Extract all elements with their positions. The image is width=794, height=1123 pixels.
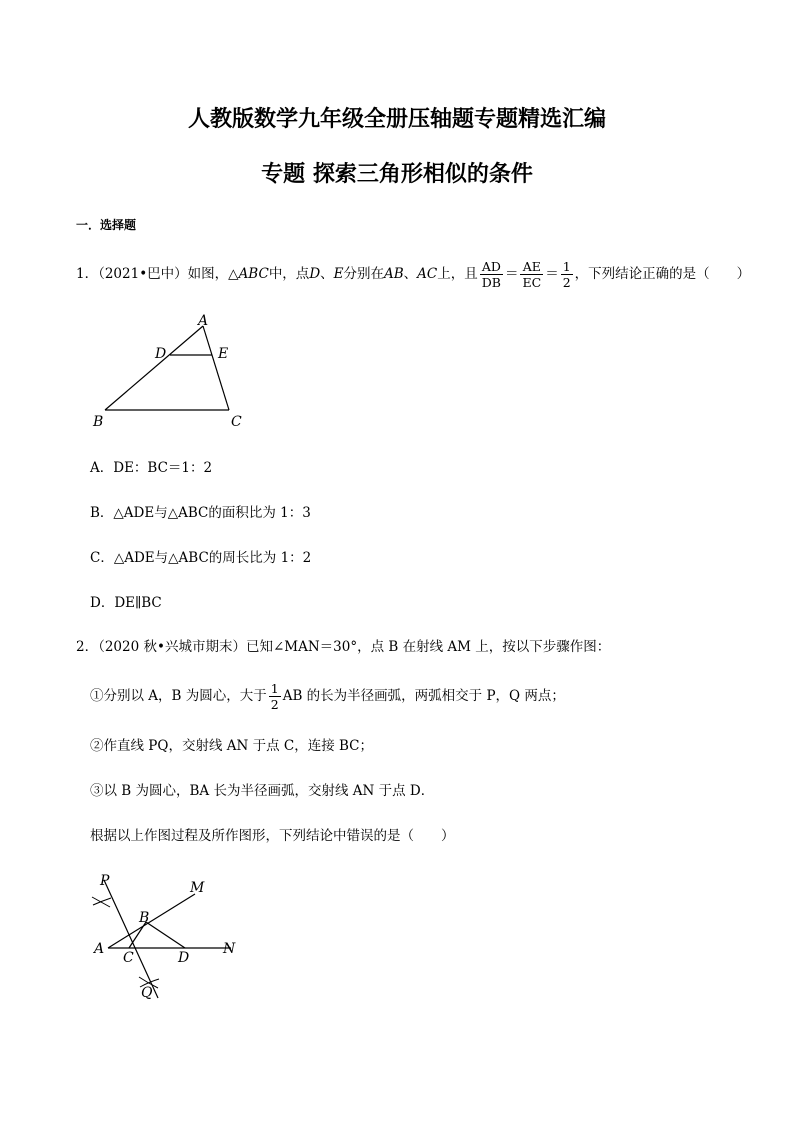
fraction-ae-ec <box>520 259 543 290</box>
ray-am <box>108 894 195 948</box>
label-p: P <box>100 873 110 889</box>
page-subtitle: 专题 探索三角形相似的条件 <box>261 162 533 187</box>
equals-sign: ＝ <box>504 266 519 282</box>
option-text: △ADE与△ABC的周长比为 1：2 <box>113 550 312 566</box>
option-letter: A． <box>90 460 114 476</box>
segment-ac <box>203 326 229 410</box>
stem-text: 、 <box>320 266 334 282</box>
math-var: D <box>309 266 321 282</box>
math-var: AC <box>417 266 438 282</box>
step-3: ③以 B 为圆心，BA 长为半径画弧，交射线 AN 于点 D． <box>90 783 435 799</box>
fraction-numerator: 1 <box>270 681 279 696</box>
stem-text: ，下列结论正确的是（ ） <box>574 266 751 282</box>
option-d[interactable] <box>90 591 162 611</box>
question-number: 2． <box>76 639 99 655</box>
triangle-figure-q1 <box>85 306 255 434</box>
question-source: （2021•巴中） <box>98 266 188 282</box>
segment-bd <box>146 922 185 948</box>
step-text: ①分别以 A，B 为圆心，大于 <box>90 688 267 704</box>
math-var: ABC <box>238 266 269 282</box>
fraction-numerator: 1 <box>562 259 571 274</box>
option-letter: B． <box>90 505 114 521</box>
question-2-prompt: 根据以上作图过程及所作图形，下列结论中错误的是（ ） <box>90 828 455 844</box>
label-c: C <box>123 950 134 966</box>
stem-text: 上，且 <box>437 266 478 282</box>
option-text: DE∥BC <box>114 595 162 611</box>
step-text: AB 的长为半径画弧，两弧相交于 P，Q 两点； <box>282 688 565 704</box>
stem-text: 中，点 <box>268 266 310 282</box>
label-m: M <box>190 880 205 896</box>
option-letter: C． <box>90 550 114 566</box>
label-b: B <box>139 910 150 926</box>
fraction-denominator: EC <box>522 275 542 290</box>
section-heading: 一．选择题 <box>76 218 137 232</box>
math-var: E <box>333 266 344 282</box>
label-a: A <box>94 941 105 957</box>
option-text: DE：BC＝1：2 <box>113 460 213 476</box>
question-1-stem <box>76 259 750 290</box>
option-c[interactable] <box>90 546 311 566</box>
step-1 <box>90 681 565 712</box>
page-title: 人教版数学九年级全册压轴题专题精选汇编 <box>187 107 606 132</box>
label-d: D <box>178 950 190 966</box>
stem-text: 已知∠MAN＝30°，点 B 在射线 AM 上，按以下步骤作图： <box>245 639 611 655</box>
stem-text: 如图，△ <box>187 266 239 282</box>
equals-sign: ＝ <box>545 266 559 282</box>
fraction-denominator: DB <box>481 275 501 290</box>
fraction-numerator: AE <box>520 259 543 275</box>
label-e: E <box>218 346 229 362</box>
question-source: （2020 秋•兴城市期末） <box>98 639 246 655</box>
fraction-one-half <box>561 259 573 290</box>
option-a[interactable] <box>90 456 212 476</box>
construction-figure-q2 <box>88 870 248 1005</box>
question-number: 1． <box>76 266 99 282</box>
fraction-denominator: 2 <box>562 275 571 290</box>
fraction-ad-db <box>480 259 503 290</box>
segment-ab <box>105 326 203 410</box>
math-var: AB <box>384 266 404 282</box>
line-pq <box>104 880 158 998</box>
label-d: D <box>155 346 167 362</box>
question-2-stem <box>76 637 610 657</box>
label-b: B <box>93 414 104 430</box>
fraction-numerator: AD <box>480 259 503 275</box>
option-b[interactable] <box>90 501 311 521</box>
label-n: N <box>223 941 236 957</box>
fraction-one-half <box>269 681 281 712</box>
option-text: △ADE与△ABC的面积比为 1：3 <box>113 505 311 521</box>
label-a: A <box>198 313 209 329</box>
stem-text: 、 <box>403 266 418 282</box>
step-2: ②作直线 PQ，交射线 AN 于点 C，连接 BC； <box>90 738 373 754</box>
option-letter: D． <box>90 595 115 611</box>
fraction-denominator: 2 <box>270 697 279 712</box>
stem-text: 分别在 <box>343 266 384 282</box>
label-c: C <box>231 414 242 430</box>
label-q: Q <box>141 985 153 1001</box>
